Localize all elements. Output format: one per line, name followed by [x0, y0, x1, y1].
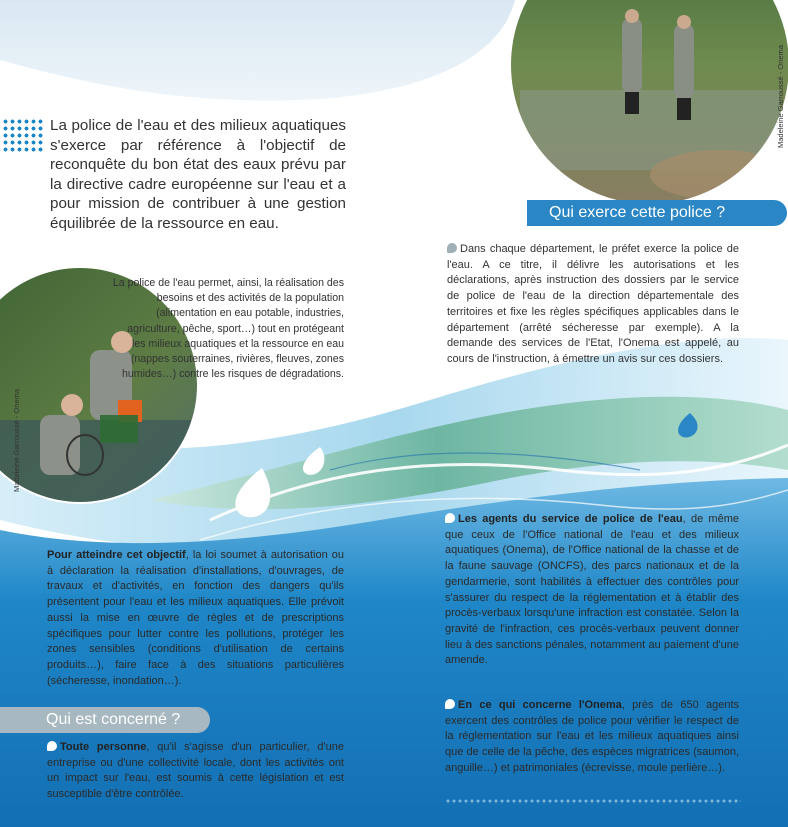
dotted-divider: [445, 799, 741, 803]
right-paragraph-agents: [445, 512, 739, 669]
right-paragraph-agents-text: , de même que ceux de l'Office national de l'eau et des milieux aquatiques (Onema), de l'Office national de la chasse et de la faune sauvage (ONCFS), des parcs nationaux et de la gendarmerie, sont habilités à effectuer des contrôles pour s'assurer du respect de la réglementation et à établir des procès-verbaux lorsqu'une infraction est constatée. Selon la gravité de l'infraction, ces procès-verbaux peuvent donner lieu à des sanctions pénales, notamment au paiement d'une amende.: [445, 513, 739, 667]
heading-qui-est-concerne: [0, 707, 210, 733]
left-paragraph-toute-personne-lead: Toute personne: [60, 741, 147, 753]
photo-credit-left: Madeleine Garroussé - Onema: [12, 389, 21, 492]
left-paragraph-objectif-text: , la loi soumet à autorisation ou à déclaration la réalisation d'installations, d'ouvrages, de travaux et d'activités, en fonction des dangers qu'ils présentent pour l'eau et les milieux aquatiques. Elle prévoit aussi la mise en œuvre de règles et de prescriptions spécifiques pour lutter contre les pollutions, protéger les zones sensibles (conditions d'utilisation de certains produits…), faire face à des situations particulières (sécheresse, inondation…).: [47, 549, 344, 687]
right-paragraph-onema-lead: En ce qui concerne l'Onema: [458, 699, 622, 711]
bullet-icon: [445, 513, 455, 523]
bullet-icon: [445, 699, 455, 709]
left-paragraph-toute-personne-text: , qu'il s'agisse d'un particulier, d'une entreprise ou d'une collectivité locale, dont les activités ont un impact sur l'eau, est soumis à cette législation et est susceptible d'être contrôlée.: [47, 741, 344, 801]
left-paragraph-objectif-lead: Pour atteindre cet objectif: [47, 549, 186, 561]
heading-qui-exerce: [527, 200, 787, 226]
left-paragraph-objectif: [47, 548, 344, 689]
heading-qui-est-concerne-text: Qui est concerné ?: [46, 711, 181, 728]
right-paragraph-onema-text: , près de 650 agents exercent des contrôles de police pour vérifier le respect de la réglementation sur l'eau et les milieux aquatiques ainsi que de celle de la pêche, des espèces migratrices (saumon, anguille…) et patrimoniales (écrevisse, moule perlière…).: [445, 699, 739, 774]
bullet-icon: [447, 243, 457, 253]
left-paragraph-toute-personne: [47, 740, 344, 803]
bullet-icon: [47, 741, 57, 751]
photo-caption-left: La police de l'eau permet, ainsi, la réalisation des besoins et des activités de la population (alimentation en eau potable, industries, agriculture, pêche, sport…) tout en protégeant les milieux aquatiques et la ressource en eau (nappes souterraines, rivières, fleuves, zones humides…) contre les risques de dégradations.: [112, 277, 344, 381]
dot-grid-decoration: [2, 118, 44, 154]
right-paragraph-prefet: [447, 242, 739, 368]
right-paragraph-onema: [445, 698, 739, 777]
intro-paragraph: La police de l'eau et des milieux aquatiques s'exerce par référence à l'objectif de reconquête du bon état des eaux prévu par la directive cadre européenne sur l'eau et a pour mission de contribuer à une gestion équilibrée de la ressource en eau.: [50, 117, 346, 232]
right-paragraph-agents-lead: Les agents du service de police de l'eau: [458, 513, 683, 525]
photo-credit-top: Madeleine Garroussé - Onema: [776, 45, 785, 148]
right-paragraph-prefet-text: Dans chaque département, le préfet exerce la police de l'eau. A ce titre, il délivre les autorisations et les déclarations, après instruction des dossiers par le service de police de l'eau de la direction départementale des territoires et fixe les règles spécifiques applicables dans le département (arrêté sécheresse par exemple). A la demande des services de l'Etat, l'Onema est appelé, au cours de l'instruction, à émettre un avis sur ces dossiers.: [447, 243, 739, 365]
heading-qui-exerce-text: Qui exerce cette police ?: [549, 204, 726, 221]
